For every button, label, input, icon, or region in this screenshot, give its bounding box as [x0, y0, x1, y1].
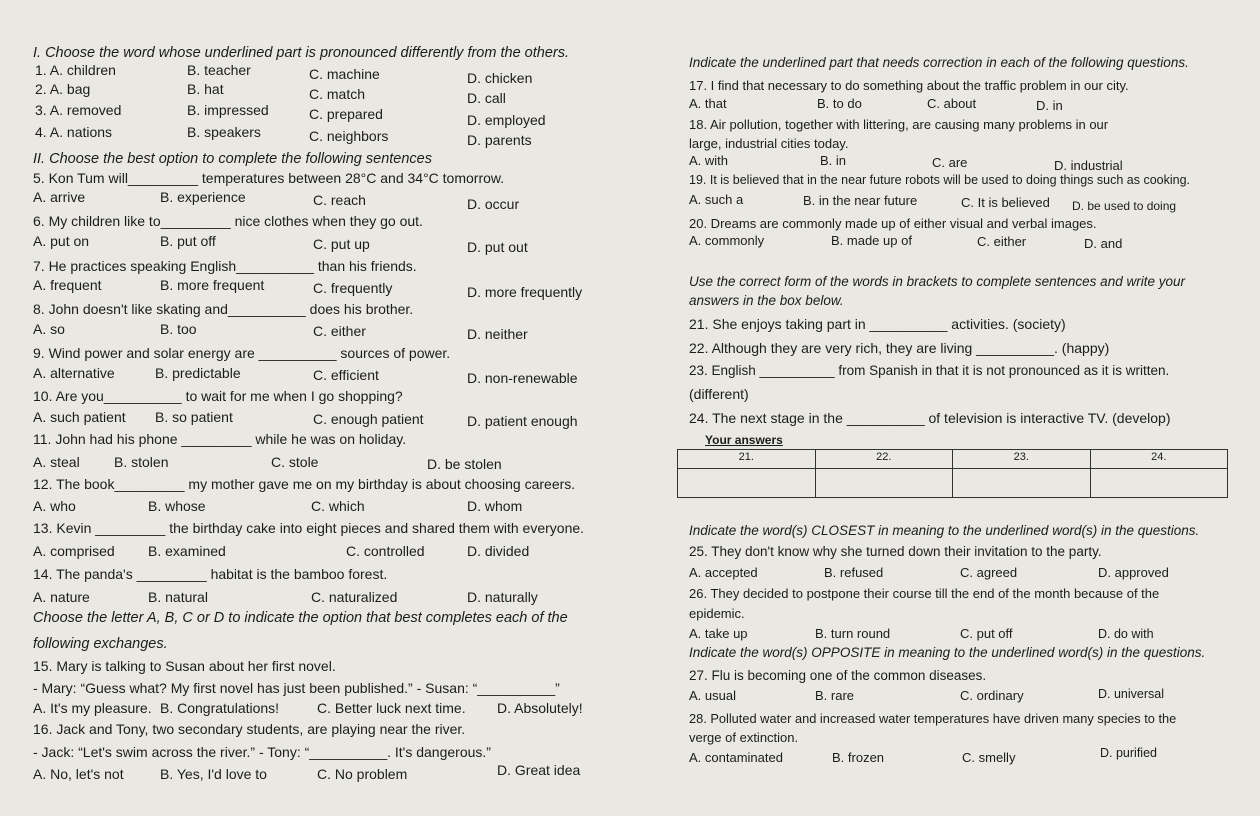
- q3-option-d: D. employed: [467, 112, 546, 128]
- q16-stem: 16. Jack and Tony, two secondary students, are playing near the river.: [33, 721, 466, 737]
- q17-option-a: A. that: [689, 96, 727, 111]
- q5-option-b: B. experience: [160, 189, 246, 205]
- q14-option-b: B. natural: [148, 589, 208, 605]
- q8-stem: 8. John doesn't like skating and__________ does his brother.: [33, 301, 414, 317]
- q1-option-d: D. chicken: [467, 70, 533, 86]
- q12-option-d: D. whom: [467, 498, 523, 514]
- q27-option-b: B. rare: [815, 688, 855, 703]
- q18-stem-line1: 18. Air pollution, together with littering, are causing many problems in our: [689, 117, 1109, 132]
- q16-option-d: D. Great idea: [497, 762, 581, 778]
- q19-option-a: A. such a: [689, 192, 744, 207]
- q27-stem: 27. Flu is becoming one of the common diseases.: [689, 668, 987, 683]
- q13-stem: 13. Kevin _________ the birthday cake into eight pieces and shared them with everyone.: [33, 520, 585, 536]
- q8-option-d: D. neither: [467, 326, 528, 342]
- q15-dialogue: - Mary: “Guess what? My first novel has just been published.” - Susan: “__________”: [33, 680, 560, 696]
- answer-header-24: 24.: [1090, 450, 1228, 469]
- section-7-heading: Indicate the word(s) OPPOSITE in meaning to the underlined word(s) in the questions.: [689, 645, 1206, 660]
- q9-stem: 9. Wind power and solar energy are __________ sources of power.: [33, 345, 451, 361]
- q22-stem: 22. Although they are very rich, they are living __________. (happy): [689, 340, 1110, 356]
- q21-stem: 21. She enjoys taking part in __________ activities. (society): [689, 316, 1066, 332]
- q7-option-b: B. more frequent: [160, 277, 265, 293]
- q15-option-a: A. It's my pleasure.: [33, 700, 152, 716]
- q27-option-c: C. ordinary: [960, 688, 1024, 703]
- q28-option-b: B. frozen: [832, 750, 885, 765]
- q10-option-d: D. patient enough: [467, 413, 578, 429]
- q8-option-a: A. so: [33, 321, 65, 337]
- section-5-heading-line1: Use the correct form of the words in brackets to complete sentences and write your: [689, 274, 1185, 289]
- q26-option-c: C. put off: [960, 626, 1013, 641]
- q2-option-d: D. call: [467, 90, 506, 106]
- q8-option-c: C. either: [313, 323, 366, 339]
- q19-stem: 19. It is believed that in the near future robots will be used to doing things such as cooking.: [689, 173, 1191, 187]
- q10-option-a: A. such patient: [33, 409, 126, 425]
- q6-option-a: A. put on: [33, 233, 90, 249]
- q23-hint: (different): [689, 386, 749, 402]
- q1-option-c: C. machine: [309, 66, 380, 82]
- q26-option-b: B. turn round: [815, 626, 891, 641]
- q28-stem-line2: verge of extinction.: [689, 730, 799, 745]
- q17-stem: 17. I find that necessary to do something about the traffic problem in our city.: [689, 78, 1129, 93]
- q10-stem: 10. Are you__________ to wait for me when I go shopping?: [33, 388, 403, 404]
- q18-option-d: D. industrial: [1054, 158, 1123, 173]
- q4-option-c: C. neighbors: [309, 128, 389, 144]
- q20-option-c: C. either: [977, 234, 1027, 249]
- q5-option-c: C. reach: [313, 192, 366, 208]
- q26-option-d: D. do with: [1098, 627, 1154, 641]
- q17-option-c: C. about: [927, 96, 977, 111]
- q26-stem-line1: 26. They decided to postpone their course till the end of the month because of the: [689, 586, 1160, 601]
- q6-option-c: C. put up: [313, 236, 370, 252]
- q11-option-d: D. be stolen: [427, 456, 502, 472]
- q25-option-d: D. approved: [1098, 565, 1169, 580]
- q1-option-a: 1. A. children: [35, 62, 116, 78]
- answers-table: [677, 449, 1228, 498]
- q23-stem: 23. English __________ from Spanish in that it is not pronounced as it is written.: [689, 363, 1170, 378]
- q8-option-b: B. too: [160, 321, 197, 337]
- q15-option-b: B. Congratulations!: [160, 700, 280, 716]
- q14-option-c: C. naturalized: [311, 589, 398, 605]
- q28-option-c: C. smelly: [962, 750, 1016, 765]
- q9-option-d: D. non-renewable: [467, 370, 578, 386]
- q12-option-b: B. whose: [148, 498, 206, 514]
- q10-option-c: C. enough patient: [313, 411, 424, 427]
- answers-label: Your answers: [705, 433, 783, 447]
- q18-stem-line2: large, industrial cities today.: [689, 136, 849, 151]
- section-1-heading: I. Choose the word whose underlined part is pronounced differently from the others.: [33, 45, 569, 61]
- q4-option-a: 4. A. nations: [35, 124, 113, 140]
- q20-option-a: A. commonly: [689, 233, 765, 248]
- q28-stem-line1: 28. Polluted water and increased water temperatures have driven many species to the: [689, 711, 1177, 726]
- q5-stem: 5. Kon Tum will_________ temperatures between 28°C and 34°C tomorrow.: [33, 170, 505, 186]
- q19-option-c: C. It is believed: [961, 195, 1050, 210]
- q11-option-b: B. stolen: [114, 454, 169, 470]
- q2-option-a: 2. A. bag: [35, 81, 91, 97]
- q18-option-b: B. in: [820, 153, 847, 168]
- q4-option-b: B. speakers: [187, 124, 261, 140]
- section-2-heading: II. Choose the best option to complete the following sentences: [33, 151, 432, 167]
- q5-option-a: A. arrive: [33, 189, 86, 205]
- q1-option-b: B. teacher: [187, 62, 251, 78]
- q4-option-d: D. parents: [467, 132, 532, 148]
- q15-option-c: C. Better luck next time.: [317, 700, 466, 716]
- q14-stem: 14. The panda's _________ habitat is the bamboo forest.: [33, 566, 388, 582]
- q19-option-b: B. in the near future: [803, 193, 918, 208]
- q13-option-a: A. comprised: [33, 543, 115, 559]
- q20-option-b: B. made up of: [831, 233, 912, 248]
- q28-option-d: D. purified: [1100, 746, 1157, 760]
- q17-option-b: B. to do: [817, 96, 862, 111]
- q7-stem: 7. He practices speaking English__________ than his friends.: [33, 258, 417, 274]
- q15-stem: 15. Mary is talking to Susan about her first novel.: [33, 658, 336, 674]
- q11-stem: 11. John had his phone _________ while he was on holiday.: [33, 431, 407, 447]
- answer-cell-24[interactable]: [1090, 469, 1228, 498]
- q20-stem: 20. Dreams are commonly made up of either visual and verbal images.: [689, 216, 1097, 231]
- q17-option-d: D. in: [1036, 98, 1063, 113]
- q12-stem: 12. The book_________ my mother gave me on my birthday is about choosing careers.: [33, 476, 576, 492]
- answer-cell-23[interactable]: [953, 469, 1091, 498]
- q7-option-a: A. frequent: [33, 277, 102, 293]
- q14-option-a: A. nature: [33, 589, 90, 605]
- q12-option-a: A. who: [33, 498, 76, 514]
- answer-header-22: 22.: [815, 450, 953, 469]
- q6-option-d: D. put out: [467, 239, 528, 255]
- q15-option-d: D. Absolutely!: [497, 700, 583, 716]
- q18-option-a: A. with: [689, 153, 729, 168]
- q16-dialogue: - Jack: “Let's swim across the river.” - Tony: “__________. It's dangerous.”: [33, 744, 491, 760]
- q24-stem: 24. The next stage in the __________ of television is interactive TV. (develop): [689, 410, 1171, 426]
- q25-option-b: B. refused: [824, 565, 884, 580]
- q18-option-c: C. are: [932, 155, 968, 170]
- answer-cell-21[interactable]: [678, 469, 816, 498]
- q25-stem: 25. They don't know why she turned down their invitation to the party.: [689, 544, 1102, 559]
- q25-option-a: A. accepted: [689, 565, 758, 580]
- q2-option-b: B. hat: [187, 81, 224, 97]
- q27-option-d: D. universal: [1098, 687, 1164, 701]
- q13-option-d: D. divided: [467, 543, 530, 559]
- q16-option-c: C. No problem: [317, 766, 408, 782]
- q13-option-b: B. examined: [148, 543, 226, 559]
- q16-option-a: A. No, let's not: [33, 766, 124, 782]
- q5-option-d: D. occur: [467, 196, 520, 212]
- q6-stem: 6. My children like to_________ nice clothes when they go out.: [33, 213, 423, 229]
- q19-option-d: D. be used to doing: [1072, 199, 1177, 213]
- q3-option-c: C. prepared: [309, 106, 383, 122]
- q26-stem-line2: epidemic.: [689, 606, 745, 621]
- q11-option-a: A. steal: [33, 454, 80, 470]
- answer-header-23: 23.: [953, 450, 1091, 469]
- q12-option-c: C. which: [311, 498, 365, 514]
- q20-option-d: D. and: [1084, 236, 1123, 251]
- q9-option-b: B. predictable: [155, 365, 241, 381]
- q6-option-b: B. put off: [160, 233, 216, 249]
- answer-cell-22[interactable]: [815, 469, 953, 498]
- q3-option-a: 3. A. removed: [35, 102, 122, 118]
- q16-option-b: B. Yes, I'd love to: [160, 766, 267, 782]
- section-3-heading-line2: following exchanges.: [33, 636, 168, 652]
- q7-option-c: C. frequently: [313, 280, 393, 296]
- q10-option-b: B. so patient: [155, 409, 233, 425]
- answer-header-21: 21.: [678, 450, 816, 469]
- section-6-heading: Indicate the word(s) CLOSEST in meaning to the underlined word(s) in the questions.: [689, 523, 1200, 538]
- q27-option-a: A. usual: [689, 688, 736, 703]
- q9-option-c: C. efficient: [313, 367, 379, 383]
- q9-option-a: A. alternative: [33, 365, 115, 381]
- q2-option-c: C. match: [309, 86, 366, 102]
- q3-option-b: B. impressed: [187, 102, 269, 118]
- q14-option-d: D. naturally: [467, 589, 538, 605]
- q28-option-a: A. contaminated: [689, 750, 783, 765]
- section-4-heading: Indicate the underlined part that needs correction in each of the following questions.: [689, 55, 1189, 70]
- q13-option-c: C. controlled: [346, 543, 425, 559]
- q25-option-c: C. agreed: [960, 565, 1018, 580]
- section-5-heading-line2: answers in the box below.: [689, 293, 844, 308]
- q26-option-a: A. take up: [689, 626, 748, 641]
- q11-option-c: C. stole: [271, 454, 319, 470]
- section-3-heading-line1: Choose the letter A, B, C or D to indicate the option that best completes each of the: [33, 610, 568, 626]
- q7-option-d: D. more frequently: [467, 284, 583, 300]
